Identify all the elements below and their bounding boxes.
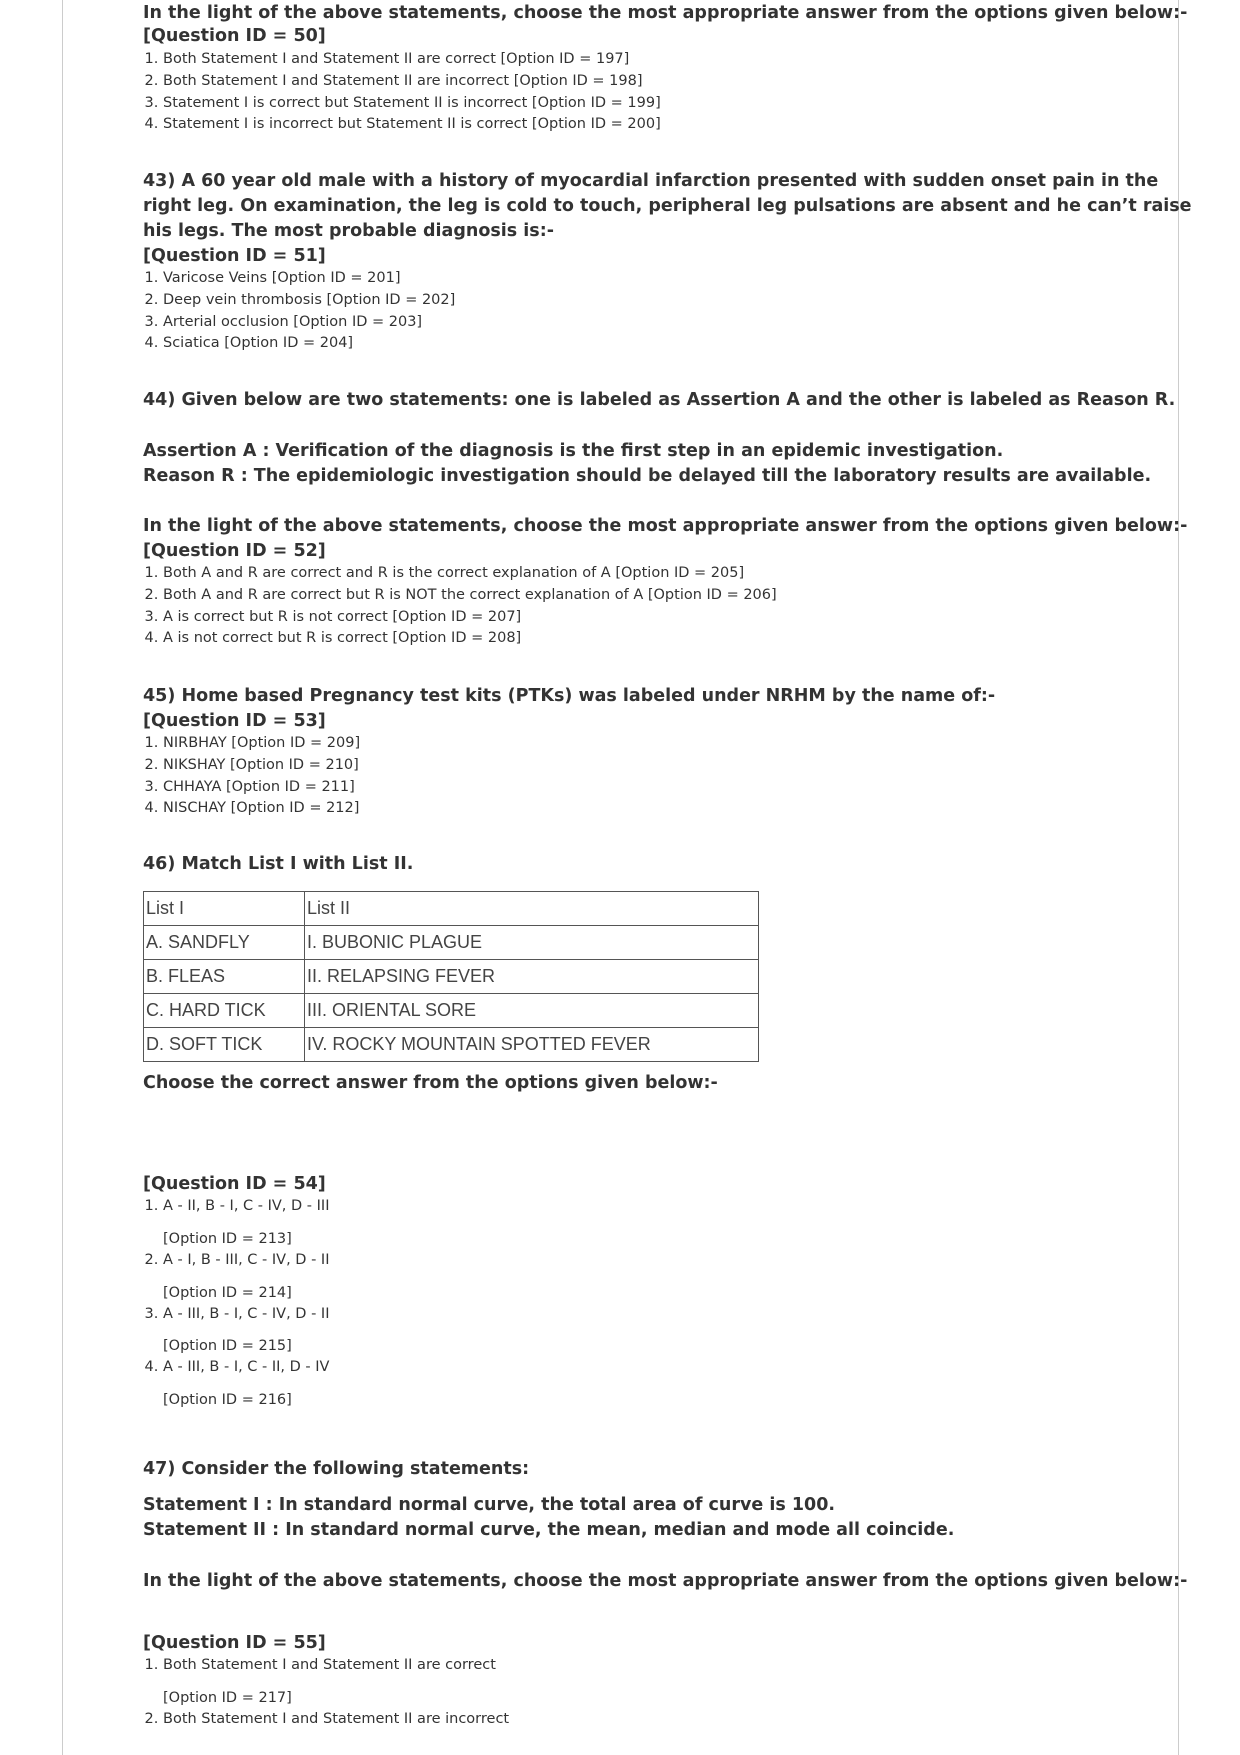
question-text: 46) Match List I with List II. [143,854,414,874]
question-42 [143,1,1203,136]
table-row [144,994,759,1028]
option [163,1196,1203,1250]
table-cell: A. SANDFLY [144,926,305,960]
question-45 [143,684,1203,820]
table-cell: List II [305,892,759,926]
table-row [144,926,759,960]
statement-1: Statement I : In standard normal curve, the total area of curve is 100. [143,1495,836,1515]
question-44 [143,388,1203,650]
question-instruction: Choose the correct answer from the options given below:- [143,1073,718,1093]
table-cell: D. SOFT TICK [144,1028,305,1062]
question-id: [Question ID = 50] [143,26,326,46]
question-id: [Question ID = 52] [143,541,326,561]
option: 4. NISCHAY [Option ID = 212] [163,798,1203,820]
option: 2. NIKSHAY [Option ID = 210] [163,755,1203,777]
option [163,1304,1203,1358]
options-list [143,1655,1203,1731]
option-text: A - II, B - I, C - IV, D - III [163,1198,330,1214]
option-id: [Option ID = 215] [163,1338,292,1355]
question-id: [Question ID = 55] [143,1633,326,1653]
options-list [143,268,1203,355]
option: 1. Both Statement I and Statement II are correct [Option ID = 197] [163,49,1203,71]
option-text: Both Statement I and Statement II are incorrect [163,1710,510,1727]
table-cell: C. HARD TICK [144,994,305,1028]
option-id: [Option ID = 217] [163,1689,292,1706]
option [163,1357,1203,1411]
table-row [144,1028,759,1062]
question-instruction: In the light of the above statements, choose the most appropriate answer from the options given below:- [143,516,1188,536]
option: 4. Sciatica [Option ID = 204] [163,333,1203,355]
reason-text: Reason R : The epidemiologic investigation should be delayed till the laboratory results are available. [143,466,1152,486]
question-46 [143,852,1203,1411]
options-list [143,563,1203,650]
option-text: A - III, B - I, C - IV, D - II [163,1305,330,1322]
question-text: 45) Home based Pregnancy test kits (PTKs) was labeled under NRHM by the name of:- [143,686,996,706]
question-id: [Question ID = 54] [143,1174,326,1194]
option: 2. Deep vein thrombosis [Option ID = 202] [163,290,1203,312]
question-text: 44) Given below are two statements: one is labeled as Assertion A and the other is labeled as Reason R. [143,390,1176,410]
statement-2: Statement II : In standard normal curve, the mean, median and mode all coincide. [143,1520,955,1540]
table-header-row [144,892,759,926]
question-instruction: In the light of the above statements, choose the most appropriate answer from the options given below:- [143,3,1188,23]
question-text: 47) Consider the following statements: [143,1459,530,1479]
option: 2. Both A and R are correct but R is NOT the correct explanation of A [Option ID = 206] [163,585,1203,607]
question-47 [143,1457,1203,1731]
question-id: [Question ID = 51] [143,246,326,266]
table-row [144,960,759,994]
table-cell: List I [144,892,305,926]
options-list [143,49,1203,136]
option-text: A - I, B - III, C - IV, D - II [163,1251,330,1268]
option: 3. CHHAYA [Option ID = 211] [163,777,1203,799]
option-id: [Option ID = 216] [163,1392,292,1409]
option: 4. A is not correct but R is correct [Option ID = 208] [163,628,1203,650]
table-cell: B. FLEAS [144,960,305,994]
table-cell: IV. ROCKY MOUNTAIN SPOTTED FEVER [305,1028,759,1062]
option [163,1709,1203,1731]
option: 4. Statement I is incorrect but Statement II is correct [Option ID = 200] [163,114,1203,136]
option-id: [Option ID = 214] [163,1284,292,1301]
option [163,1250,1203,1304]
option: 1. Both A and R are correct and R is the correct explanation of A [Option ID = 205] [163,563,1203,585]
option: 1. Varicose Veins [Option ID = 201] [163,268,1203,290]
table-cell: I. BUBONIC PLAGUE [305,926,759,960]
question-43 [143,169,1203,355]
option-text: A - III, B - I, C - II, D - IV [163,1359,330,1376]
table-cell: III. ORIENTAL SORE [305,994,759,1028]
options-list [143,1196,1203,1411]
question-id: [Question ID = 53] [143,711,326,731]
question-text: 43) A 60 year old male with a history of myocardial infarction presented with sudden onset pain in the right leg. On examination, the leg is cold to touch, peripheral leg pulsations are absent and he can’t raise his legs. The most probable diagnosis is:- [143,171,1192,241]
table-cell: II. RELAPSING FEVER [305,960,759,994]
option-text: Both Statement I and Statement II are correct [163,1657,496,1673]
options-list [143,733,1203,820]
option: 3. Arterial occlusion [Option ID = 203] [163,312,1203,334]
page [62,0,1192,1755]
option: 2. Both Statement I and Statement II are incorrect [Option ID = 198] [163,71,1203,93]
question-instruction: In the light of the above statements, choose the most appropriate answer from the options given below:- [143,1571,1188,1591]
option: 3. Statement I is correct but Statement II is incorrect [Option ID = 199] [163,93,1203,115]
option: 1. NIRBHAY [Option ID = 209] [163,733,1203,755]
option [163,1655,1203,1709]
option-id: [Option ID = 213] [163,1230,292,1247]
assertion-text: Assertion A : Verification of the diagnosis is the first step in an epidemic investigation. [143,441,1004,461]
option: 3. A is correct but R is not correct [Option ID = 207] [163,607,1203,629]
match-table [143,891,759,1062]
